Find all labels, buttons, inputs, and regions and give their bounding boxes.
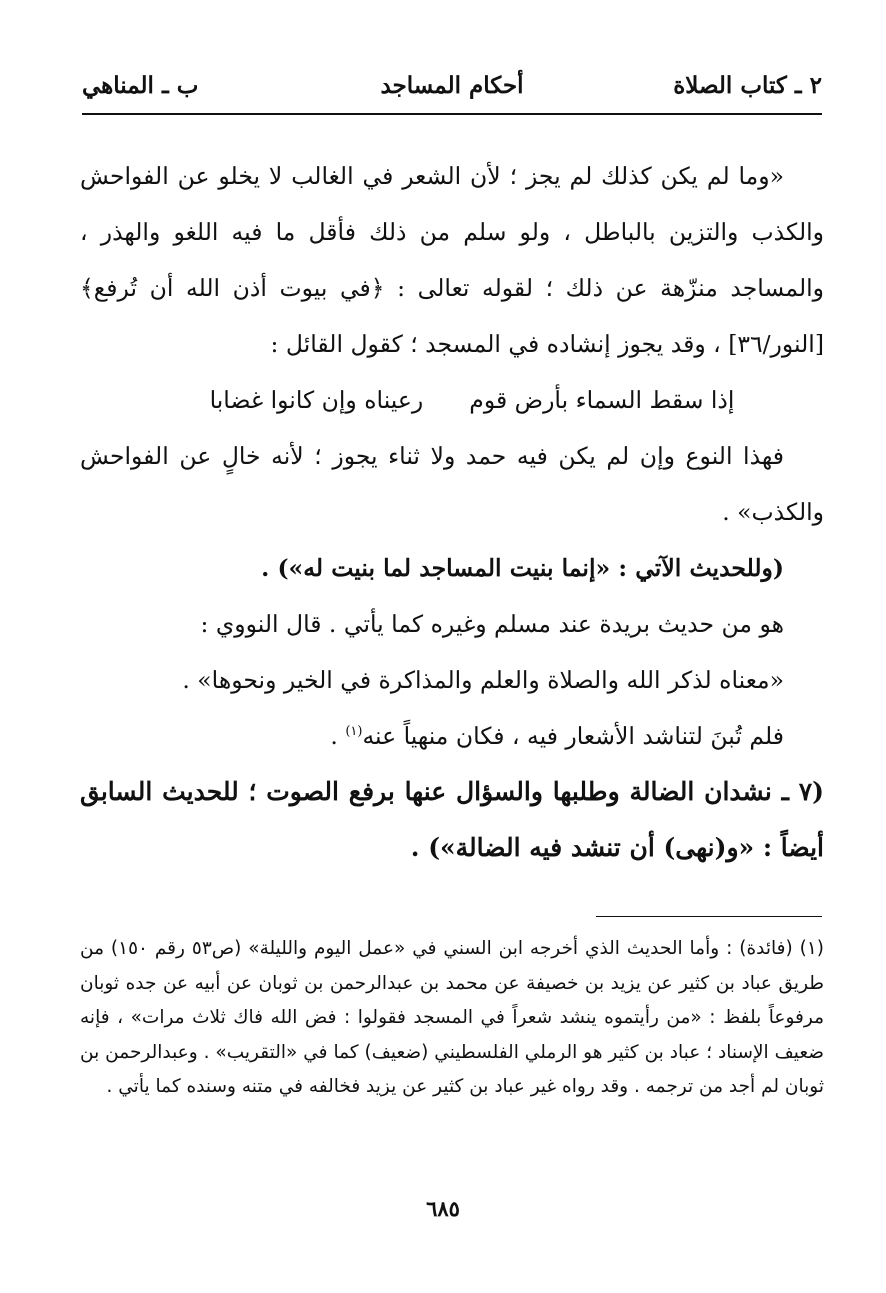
footnote-area (80, 932, 824, 1105)
page-number: ٦٨٥ (426, 1196, 460, 1221)
poetry-verse (80, 372, 824, 428)
header-section: أحكام المساجد (380, 72, 524, 99)
paragraph-explanation: فهذا النوع وإن لم يكن فيه حمد ولا ثناء يجوز ؛ لأنه خالٍ عن الفواحش والكذب» . (80, 442, 824, 526)
conclusion-text: فلم تُبنَ لتناشد الأشعار فيه ، فكان منهياً عنه (362, 722, 784, 750)
conclusion-end: . (330, 722, 346, 750)
paragraph-source: هو من حديث بريدة عند مسلم وغيره كما يأتي . قال النووي : (200, 610, 784, 638)
header-chapter: ٢ ـ كتاب الصلاة (673, 72, 822, 99)
verse-first-hemistich: إذا سقط السماء بأرض قوم (469, 386, 735, 414)
running-header (82, 72, 822, 102)
footnote-divider (596, 916, 822, 917)
paragraph-quote: «وما لم يكن كذلك لم يجز ؛ لأن الشعر في الغالب لا يخلو عن الفواحش والكذب والتزين بالباطل ، ولو سلم من ذلك فأقل ما فيه اللغو والهذر ، والمساجد منزّهة عن ذلك ؛ لقوله تعالى : ﴿في بيوت أذن الله أن تُرفع﴾ [النور/٣٦] ، وقد يجوز إنشاده في المسجد ؛ كقول القائل : (80, 162, 824, 358)
paragraph-conclusion (80, 708, 824, 764)
header-divider (82, 113, 822, 115)
paragraph-nawawi-quote: «معناه لذكر الله والصلاة والعلم والمذاكرة في الخير ونحوها» . (182, 666, 784, 694)
verse-second-hemistich: رعيناه وإن كانوا غضابا (209, 386, 424, 414)
item-seven-heading: (٧ ـ نشدان الضالة وطلبها والسؤال عنها برفع الصوت ؛ للحديث السابق أيضاً : «و(نهى) أن تنشد فيه الضالة») . (80, 777, 824, 862)
footnote-reference: (١) (345, 724, 363, 740)
header-subsection: ب ـ المناهي (82, 72, 199, 99)
main-text (80, 148, 824, 876)
hadith-heading: (وللحديث الآتي : «إنما بنيت المساجد لما بنيت له») . (261, 554, 784, 582)
footnote-text: (١) (فائدة) : وأما الحديث الذي أخرجه ابن السني في «عمل اليوم والليلة» (ص٥٣ رقم ١٥٠) من طريق عباد بن كثير عن يزيد بن خصيفة عن محمد بن عبدالرحمن بن ثوبان عن أبيه عن جده ثوبان مرفوعاً بلفظ : «من رأيتموه ينشد شعراً في المسجد فقولوا : فض الله فاك ثلاث مرات» ، فإنه ضعيف الإسناد ؛ عباد بن كثير هو الرملي الفلسطيني (ضعيف) كما في «التقريب» . وعبدالرحمن بن ثوبان لم أجد من ترجمه . وقد رواه غير عباد بن كثير عن يزيد فخالفه في متنه وسنده كما يأتي . (80, 938, 824, 1097)
